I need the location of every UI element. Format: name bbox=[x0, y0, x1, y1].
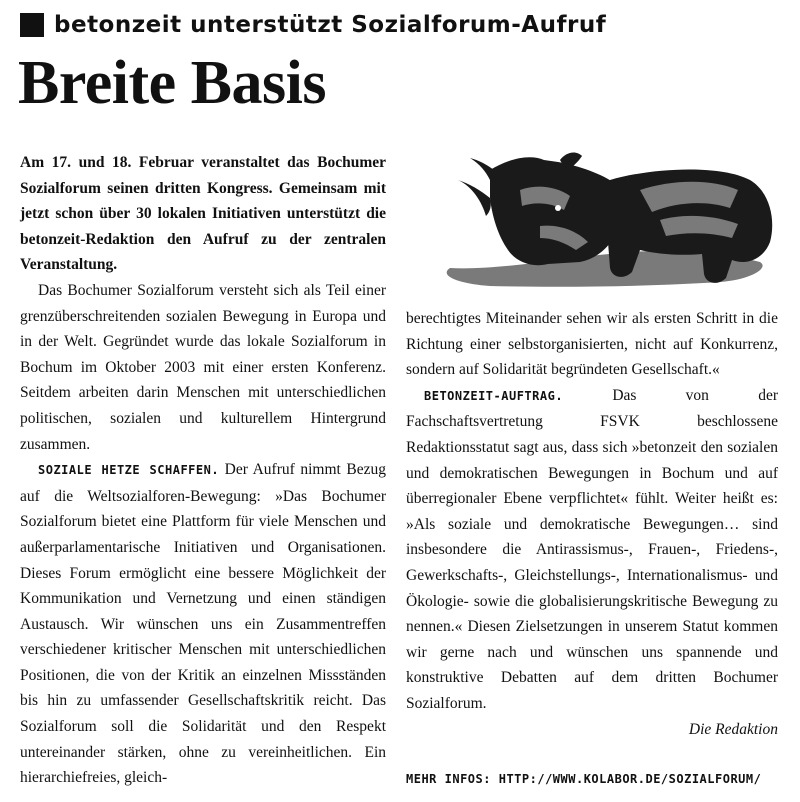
subhead-betonzeit-auftrag: BETONZEIT-AUFTRAG. bbox=[424, 388, 564, 403]
article-paragraph-1: Das Bochumer Sozialforum versteht sich als Teil einer grenzüberschreitenden sozialen Bewegung in Europa und in der Welt. Gegründet wurde das lokale Sozialforum in Bochum im Oktober 2003 mit einer ersten Konferenz. Seitdem arbeiten darin Menschen mit unterschiedlichen politischen, sozialen und kulturellem Hintergrund zusammen. bbox=[20, 281, 386, 453]
article-lead: Am 17. und 18. Februar veranstaltet das Bochumer Sozialforum seinen dritten Kongress. Gemeinsam mit jetzt schon über 30 lokalen Initiativen unterstützt die betonzeit-Redaktion den Aufruf zu der zentralen Veranstaltung. bbox=[20, 154, 386, 274]
article-column-left bbox=[20, 150, 386, 791]
rhino-illustration bbox=[420, 150, 790, 298]
kicker bbox=[20, 8, 606, 42]
more-info-link[interactable]: HTTP://WWW.KOLABOR.DE/SOZIALFORUM/ bbox=[498, 772, 762, 786]
article-paragraph-2 bbox=[20, 457, 386, 791]
article-paragraph-2-text: Der Aufruf nimmt Bezug auf die Weltsozialforen-Bewegung: »Das Bochumer Sozialforum bietet eine Plattform für viele Menschen und außerparlamentarische Initiativen und Organisationen. Dieses Forum ermöglicht eine bessere Möglichkeit der Kommunikation und Vernetzung und einen ständigen Austausch. Wir wünschen uns ein Zusammentreffen verschiedener kritischer Menschen mit unterschiedlichen Positionen, die von der Kritik an einzelnen Missständen bis hin zu umfassender Gesellschaftskritik reicht. Das Sozialforum soll die Solidarität und den Respekt untereinander stärken, ohne zu vereinheitlichen. Ein hierarchiefreies, gleich- bbox=[20, 461, 386, 787]
subhead-soziale-hetze: SOZIALE HETZE SCHAFFEN. bbox=[38, 463, 220, 478]
rhino-icon bbox=[420, 150, 790, 298]
article-paragraph-3-text: Das von der Fachschaftsvertretung FSVK beschlossene Redaktionsstatut sagt aus, dass sich »betonzeit den sozialen und demokratischen Bewegungen in Bochum und auf überregionaler Ebene verpflichtet« fühlt. Weiter heißt es: »Als soziale und demokratische Bewegungen… sind insbesondere die Antirassismus-, Frauen-, Friedens-, Gewerkschafts-, Gleichstellungs-, Internationalismus- und Ökologie- sowie die globalisierungskritische Bewegung zu nennen.« Diesen Zielsetzungen in unserem Statut kommen wir gerne nach und wünschen uns spannende und konstruktive Debatten auf dem dritten Bochumer Sozialforum. bbox=[406, 386, 778, 712]
kicker-square-icon bbox=[20, 13, 44, 37]
article-column-right bbox=[406, 306, 778, 742]
more-info-label: MEHR INFOS: bbox=[406, 772, 491, 786]
kicker-text: betonzeit unterstützt Sozialforum-Aufruf bbox=[54, 12, 607, 38]
more-info bbox=[406, 772, 786, 786]
headline: Breite Basis bbox=[18, 49, 326, 117]
article-paragraph-2-continued: berechtigtes Miteinander sehen wir als ersten Schritt in die Richtung einer selbstorganisierten, nicht auf Konkurrenz, sondern auf Solidarität begründeten Gesellschaft.« bbox=[406, 310, 778, 379]
article-paragraph-3 bbox=[406, 383, 778, 717]
signature: Die Redaktion bbox=[688, 720, 778, 738]
